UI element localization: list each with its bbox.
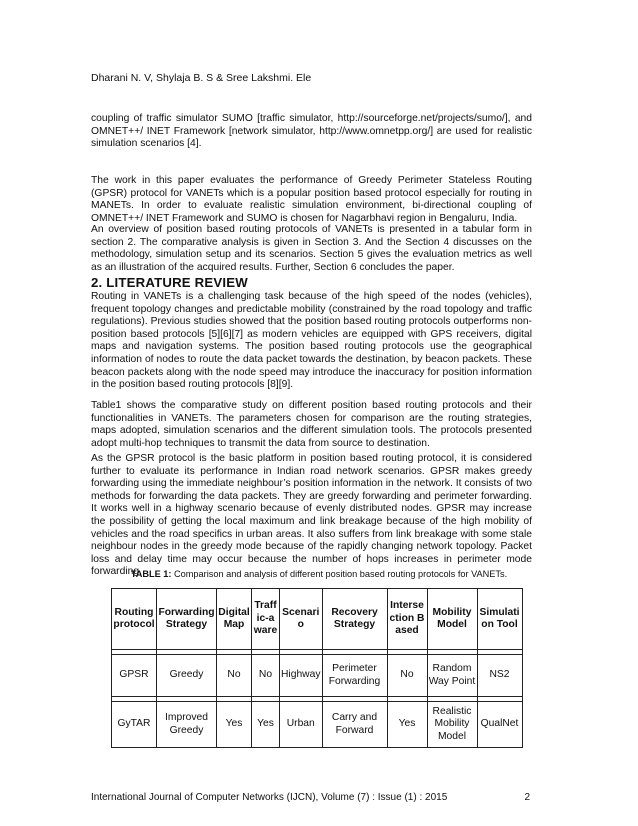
header-cell bbox=[112, 589, 157, 650]
table-cell: No bbox=[387, 655, 427, 697]
header-digital-map: Digital Map bbox=[218, 606, 250, 630]
header-cell bbox=[322, 589, 387, 650]
table-cell: Realistic Mobility Model bbox=[427, 702, 477, 748]
paragraph-table-description: Table1 shows the comparative study on different position based routing protocols and their functionalities in VANETs. The parameters chosen for comparison are the routing strategies, maps adopted, simulation scenarios and the different simulation tools. The protocols presented adopt multi-hop techniques to transmit the data from source to destination. bbox=[91, 400, 532, 449]
header-simulation-tool: Simulation Tool bbox=[479, 606, 520, 630]
table-caption-text: Comparison and analysis of different position based routing protocols for VANETs. bbox=[171, 569, 508, 579]
header-cell bbox=[427, 589, 477, 650]
table-cell: Carry and Forward bbox=[322, 702, 387, 748]
table-cell: Yes bbox=[217, 702, 252, 748]
table-cell: Perimeter Forwarding bbox=[322, 655, 387, 697]
header-cell bbox=[252, 589, 280, 650]
section-heading-literature-review: 2. LITERATURE REVIEW bbox=[91, 275, 248, 290]
page-number: 2 bbox=[524, 792, 530, 803]
header-intersection-based: Intersection Based bbox=[389, 600, 425, 637]
table-row bbox=[112, 702, 523, 748]
header-mobility-model: Mobility Model bbox=[432, 606, 472, 630]
paragraph-paper-organization: An overview of position based routing protocols of VANETs is presented in a tabular form in section 2. The comparative analysis is given in Section 3. And the Section 4 discusses on the methodology, simulation setup and its scenarios. Section 5 gives the evaluation metrics as well as an illustration of the acquired results. Further, Section 6 concludes the paper. bbox=[91, 224, 532, 273]
table-cell: QualNet bbox=[477, 702, 522, 748]
table-cell: Improved Greedy bbox=[157, 702, 217, 748]
page-header-authors: Dharani N. V, Shylaja B. S & Sree Lakshmi. Ele bbox=[91, 72, 312, 84]
table-cell: GyTAR bbox=[112, 702, 157, 748]
header-cell bbox=[280, 589, 323, 650]
header-forwarding-strategy: Forwarding Strategy bbox=[158, 606, 215, 630]
table-cell: Urban bbox=[280, 702, 323, 748]
header-cell bbox=[217, 589, 252, 650]
table-cell: Greedy bbox=[157, 655, 217, 697]
table-cell: Random Way Point bbox=[427, 655, 477, 697]
paragraph-gpsr-protocol: As the GPSR protocol is the basic platform in position based routing protocol, it is considered further to evaluate its performance in Indian road network scenarios. GPSR makes greedy forwarding using the immediate neighbour’s position information in the network. It consists of two methods for forwarding the data packets. They are greedy forwarding and perimeter forwarding. It works well in a highway scenario because of evenly distributed nodes. GPSR may increase the possibility of getting the local maximum and link breakage because of the high mobility of vehicles and the road specifics in urban areas. It also suffers from link breakage with some stale neighbour nodes in the greedy mode because of the rapidly changing network topology. Packet loss and delay time may occur because the number of hops increases in perimeter mode forwarding. bbox=[91, 453, 532, 578]
table-row bbox=[112, 655, 523, 697]
comparison-table bbox=[111, 588, 523, 748]
table-cell: Yes bbox=[252, 702, 280, 748]
table-cell: Yes bbox=[387, 702, 427, 748]
table-cell: GPSR bbox=[112, 655, 157, 697]
paragraph-routing-in-vanets: Routing in VANETs is a challenging task because of the high speed of the nodes (vehicles), frequent topology changes and predictable mobility (constrained by the road topology and traffic regulations). Previous studies showed that the position based routing protocols outperforms non-position based protocols [5][6][7] as modern vehicles are equipped with GPS receivers, digital maps and navigation systems. The position based routing protocols use the geographical information of nodes to route the data packet towards the destination, by beacon packets. These beacon packets along with the node speed may introduce the inaccuracy for position information in the position based routing protocols [8][9]. bbox=[91, 291, 532, 391]
page-footer-journal: International Journal of Computer Networks (IJCN), Volume (7) : Issue (1) : 2015 bbox=[91, 792, 448, 803]
header-routing-protocol: Routing protocol bbox=[113, 606, 155, 630]
table-caption-label: TABLE 1: bbox=[130, 569, 172, 579]
table-cell: Highway bbox=[280, 655, 323, 697]
header-cell bbox=[477, 589, 522, 650]
table-cell: No bbox=[252, 655, 280, 697]
paragraph-simulation-coupling: coupling of traffic simulator SUMO [traffic simulator, http://sourceforge.net/projects/sumo/], and OMNET++/ INET Framework [network simulator, http://www.omnetpp.org/] are used for realistic simulation scenarios [4]. bbox=[91, 113, 532, 150]
header-cell bbox=[387, 589, 427, 650]
header-traffic-aware: Traffic-aware bbox=[253, 600, 278, 637]
table-caption bbox=[0, 569, 638, 579]
paragraph-work-overview: The work in this paper evaluates the performance of Greedy Perimeter Stateless Routing (GPSR) protocol for VANETs which is a popular position based protocol especially for routing in MANETs. In order to evaluate realistic simulation environment, bi-directional coupling of OMNET++/ INET Framework and SUMO is chosen for Nagarbhavi region in Bengaluru, India. bbox=[91, 175, 532, 224]
table-cell: No bbox=[217, 655, 252, 697]
table-cell: NS2 bbox=[477, 655, 522, 697]
table-header-row bbox=[112, 589, 523, 650]
header-recovery-strategy: Recovery Strategy bbox=[331, 606, 378, 630]
header-cell bbox=[157, 589, 217, 650]
header-scenario: Scenario bbox=[282, 606, 320, 630]
